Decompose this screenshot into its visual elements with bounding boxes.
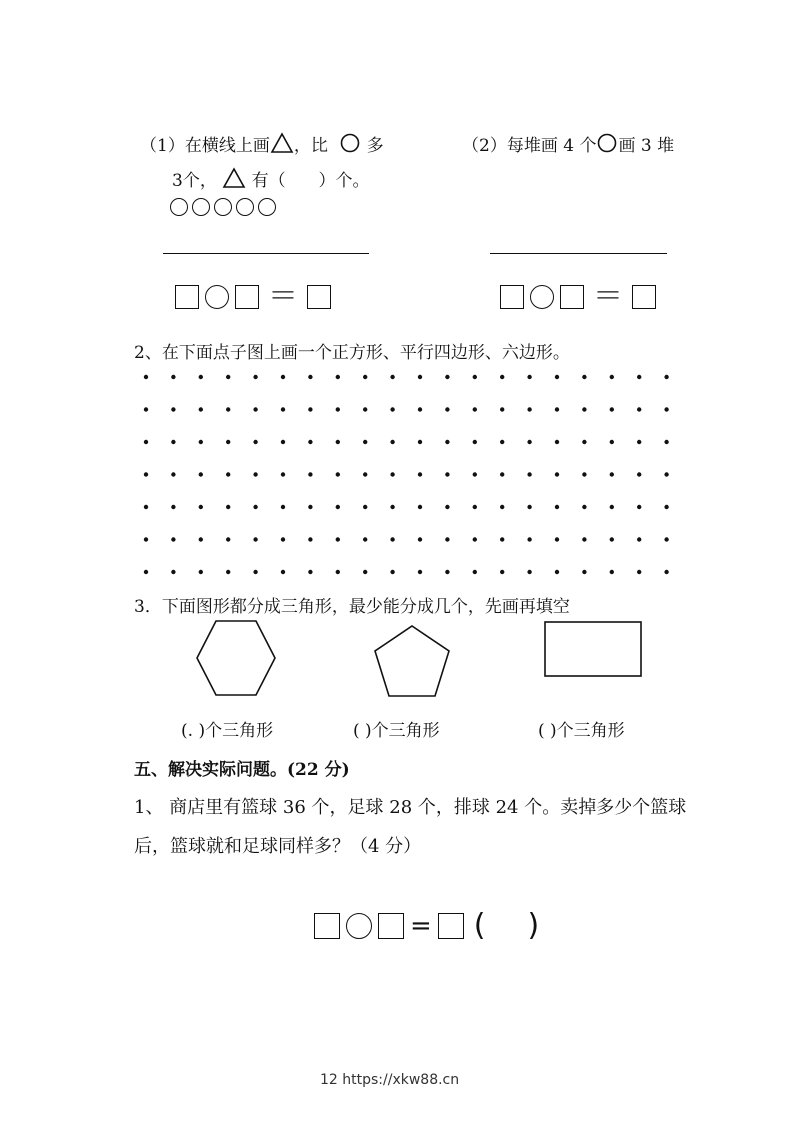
q1-part1-text-b: ，比 [293,136,328,156]
grid-dot[interactable] [199,537,203,541]
grid-dot[interactable] [500,537,504,541]
grid-dot[interactable] [144,472,148,476]
grid-dot[interactable] [390,537,394,541]
grid-dot[interactable] [336,505,340,509]
grid-dot[interactable] [527,505,531,509]
grid-dot[interactable] [253,472,257,476]
grid-dot[interactable] [500,472,504,476]
grid-dot[interactable] [555,570,559,574]
grid-dot[interactable] [637,472,641,476]
grid-dot[interactable] [281,570,285,574]
grid-dot[interactable] [664,505,668,509]
grid-dot[interactable] [527,472,531,476]
grid-dot[interactable] [527,407,531,411]
circle-icon [236,198,254,216]
grid-dot[interactable] [664,570,668,574]
q1-part1-line2 [172,166,369,191]
grid-dot[interactable] [445,407,449,411]
grid-dot[interactable] [390,505,394,509]
grid-dot[interactable] [144,407,148,411]
grid-dot[interactable] [610,440,614,444]
equals-sign: = [410,911,432,941]
grid-dot[interactable] [445,375,449,379]
grid-dot[interactable] [664,440,668,444]
grid-dot[interactable] [500,407,504,411]
section5-heading: 五、解决实际问题。(22 分) [134,760,350,780]
grid-dot[interactable] [199,570,203,574]
grid-dot[interactable] [144,375,148,379]
grid-dot[interactable] [253,407,257,411]
q2-title: 2、在下面点子图上画一个正方形、平行四边形、六边形。 [134,343,570,363]
answer-box[interactable] [378,913,404,939]
grid-dot[interactable] [171,570,175,574]
grid-dot[interactable] [199,440,203,444]
grid-dot[interactable] [445,537,449,541]
hexagon-shape[interactable] [194,619,278,697]
q1-part1-text-c: 多 [366,136,384,156]
grid-dot[interactable] [610,407,614,411]
answer-line-left[interactable] [163,253,369,254]
grid-dot[interactable] [555,505,559,509]
grid-dot[interactable] [637,570,641,574]
grid-dot[interactable] [445,440,449,444]
q1-part1-line2-c: ）个。 [318,171,370,191]
grid-dot[interactable] [664,472,668,476]
answer-box[interactable] [307,285,331,309]
triangle-icon [222,167,246,189]
grid-dot[interactable] [171,472,175,476]
grid-dot[interactable] [253,440,257,444]
grid-dot[interactable] [555,407,559,411]
grid-dot[interactable] [637,505,641,509]
triangle-icon [270,132,294,154]
q1-part1-line2-a: 3个， [172,171,217,191]
grid-dot[interactable] [281,407,285,411]
grid-dot[interactable] [281,505,285,509]
grid-dot[interactable] [336,570,340,574]
grid-dot[interactable] [144,570,148,574]
grid-dot[interactable] [226,407,230,411]
grid-dot[interactable] [418,537,422,541]
grid-dot[interactable] [418,505,422,509]
grid-dot[interactable] [610,472,614,476]
grid-dot[interactable] [418,570,422,574]
paren-open: ( [473,908,486,943]
grid-dot[interactable] [281,472,285,476]
grid-dot[interactable] [171,407,175,411]
q3-answer-hexagon[interactable]: (. )个三角形 [181,721,274,741]
q3-answer-pentagon[interactable]: ( )个三角形 [353,721,440,741]
grid-dot[interactable] [637,375,641,379]
paren-close: ) [527,908,540,943]
operator-circle[interactable] [530,285,554,309]
q1-part2-text-b: 画 3 堆 [618,136,675,156]
grid-dot[interactable] [500,440,504,444]
grid-dot[interactable] [610,570,614,574]
grid-dot[interactable] [527,537,531,541]
grid-dot[interactable] [226,537,230,541]
operator-circle[interactable] [346,913,372,939]
grid-dot[interactable] [226,472,230,476]
grid-dot[interactable] [527,375,531,379]
grid-dot[interactable] [637,407,641,411]
grid-dot[interactable] [473,407,477,411]
grid-dot[interactable] [281,375,285,379]
answer-box[interactable] [560,285,584,309]
grid-dot[interactable] [527,440,531,444]
circle-icon [192,198,210,216]
grid-dot[interactable] [418,407,422,411]
equals-sign: ＝ [593,279,623,314]
grid-dot[interactable] [363,570,367,574]
grid-dot[interactable] [637,440,641,444]
formula-left [175,279,331,314]
grid-dot[interactable] [171,440,175,444]
grid-dot[interactable] [281,537,285,541]
grid-dot[interactable] [226,570,230,574]
grid-dot[interactable] [199,472,203,476]
grid-dot[interactable] [418,375,422,379]
grid-dot[interactable] [226,375,230,379]
grid-dot[interactable] [664,407,668,411]
grid-dot[interactable] [582,570,586,574]
grid-dot[interactable] [253,570,257,574]
grid-dot[interactable] [226,440,230,444]
grid-dot[interactable] [582,472,586,476]
grid-dot[interactable] [637,537,641,541]
grid-dot[interactable] [473,505,477,509]
circle-icon [596,132,618,154]
grid-dot[interactable] [363,407,367,411]
answer-box[interactable] [500,285,524,309]
grid-dot[interactable] [171,505,175,509]
grid-dot[interactable] [308,472,312,476]
equals-sign: ＝ [268,279,298,314]
grid-dot[interactable] [500,570,504,574]
grid-dot[interactable] [253,537,257,541]
formula-problem1 [314,908,540,943]
circle-icon [214,198,232,216]
answer-box[interactable] [235,285,259,309]
grid-dot[interactable] [390,440,394,444]
grid-dot[interactable] [390,570,394,574]
grid-dot[interactable] [336,407,340,411]
rectangle-shape[interactable] [543,620,643,678]
answer-box[interactable] [632,285,656,309]
grid-dot[interactable] [390,375,394,379]
grid-dot[interactable] [390,472,394,476]
grid-dot[interactable] [500,375,504,379]
grid-dot[interactable] [336,472,340,476]
grid-dot[interactable] [610,375,614,379]
grid-dot[interactable] [363,537,367,541]
operator-circle[interactable] [205,285,229,309]
grid-dot[interactable] [144,537,148,541]
grid-dot[interactable] [582,505,586,509]
grid-dot[interactable] [473,537,477,541]
grid-dot[interactable] [363,472,367,476]
grid-dot[interactable] [281,440,285,444]
q1-part2-line1 [462,131,674,156]
grid-dot[interactable] [199,407,203,411]
answer-box[interactable] [438,913,464,939]
grid-dot[interactable] [582,440,586,444]
grid-dot[interactable] [171,537,175,541]
circle-icon [258,198,276,216]
grid-dot[interactable] [664,537,668,541]
grid-dot[interactable] [664,375,668,379]
grid-dot[interactable] [253,375,257,379]
grid-dot[interactable] [363,440,367,444]
grid-dot[interactable] [445,505,449,509]
grid-dot[interactable] [582,375,586,379]
grid-dot[interactable] [336,537,340,541]
answer-line-right[interactable] [490,253,667,254]
grid-dot[interactable] [555,472,559,476]
grid-dot[interactable] [171,375,175,379]
grid-dot[interactable] [308,375,312,379]
q3-title: 3．下面图形都分成三角形，最少能分成几个，先画再填空 [134,597,570,617]
q3-answer-rectangle[interactable]: ( )个三角形 [538,721,625,741]
grid-dot[interactable] [527,570,531,574]
grid-dot[interactable] [199,375,203,379]
problem1-line2: 后，篮球就和足球同样多？（4 分） [134,836,422,857]
grid-dot[interactable] [473,472,477,476]
grid-dot[interactable] [418,440,422,444]
grid-dot[interactable] [308,440,312,444]
dot-grid[interactable] [138,367,698,587]
q1-part1-line1 [140,131,384,156]
grid-dot[interactable] [610,537,614,541]
footer-text: 12 https://xkw88.cn [320,1072,460,1088]
grid-dot[interactable] [144,440,148,444]
grid-dot[interactable] [555,375,559,379]
grid-dot[interactable] [308,570,312,574]
grid-dot[interactable] [473,440,477,444]
q1-part2-text-a: （2）每堆画 4 个 [462,136,597,156]
circle-icon [170,198,188,216]
grid-dot[interactable] [363,375,367,379]
grid-dot[interactable] [336,375,340,379]
q1-part1-text-a: （1）在横线上画 [140,136,270,156]
grid-dot[interactable] [390,407,394,411]
grid-dot[interactable] [610,505,614,509]
q1-part1-line2-b: 有（ [251,171,286,191]
grid-dot[interactable] [500,505,504,509]
grid-dot[interactable] [308,537,312,541]
answer-box[interactable] [314,913,340,939]
grid-dot[interactable] [308,505,312,509]
grid-dot[interactable] [363,505,367,509]
grid-dot[interactable] [418,472,422,476]
grid-dot[interactable] [308,407,312,411]
grid-dot[interactable] [226,505,230,509]
grid-dot[interactable] [445,570,449,574]
grid-dot[interactable] [445,472,449,476]
circle-icon [339,132,361,154]
grid-dot[interactable] [582,537,586,541]
circle-row [170,196,280,216]
grid-dot[interactable] [582,407,586,411]
grid-dot[interactable] [555,537,559,541]
grid-dot[interactable] [336,440,340,444]
answer-box[interactable] [175,285,199,309]
pentagon-shape[interactable] [370,624,454,700]
grid-dot[interactable] [473,375,477,379]
problem1-line1: 1、 商店里有篮球 36 个，足球 28 个，排球 24 个。卖掉多少个篮球 [134,797,687,818]
grid-dot[interactable] [144,505,148,509]
grid-dot[interactable] [253,505,257,509]
grid-dot[interactable] [473,570,477,574]
formula-right [500,279,656,314]
grid-dot[interactable] [199,505,203,509]
grid-dot[interactable] [555,440,559,444]
